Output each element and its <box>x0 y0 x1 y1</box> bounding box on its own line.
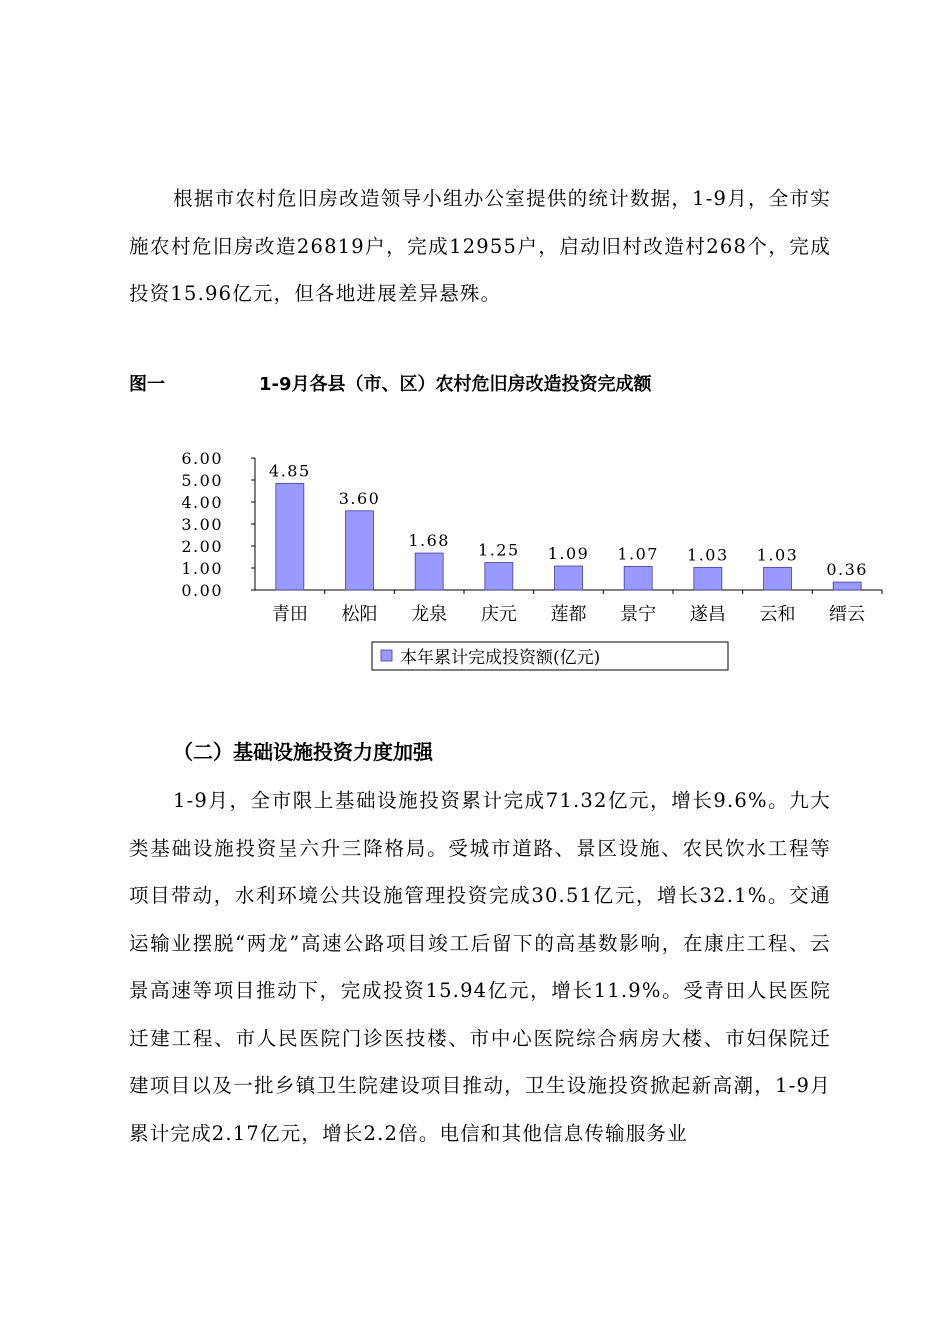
figure-title: 1-9月各县（市、区）农村危旧房改造投资完成额 <box>259 374 652 395</box>
y-tick-label: 0.00 <box>181 581 223 600</box>
figure-number: 图一 <box>129 374 165 395</box>
category-label: 云和 <box>759 604 796 625</box>
y-tick-label: 5.00 <box>181 471 223 490</box>
y-tick-label: 1.00 <box>181 559 223 578</box>
bar-缙云 <box>833 582 861 590</box>
data-label: 4.85 <box>269 461 311 481</box>
bar-莲都 <box>555 566 583 590</box>
y-tick-label: 4.00 <box>181 493 223 512</box>
legend-swatch <box>381 650 392 661</box>
y-tick-label: 2.00 <box>181 537 223 556</box>
category-label: 庆元 <box>480 604 517 625</box>
data-label: 1.09 <box>547 544 590 564</box>
intro-paragraph <box>129 175 831 318</box>
data-label: 0.36 <box>826 560 868 580</box>
infrastructure-paragraph-text: 1-9月，全市限上基础设施投资累计完成71.32亿元，增长9.6%。九大类基础设施投资呈六升三降格局。受城市道路、景区设施、农民饮水工程等项目带动，水利环境公共设施管理投资完成30.51亿元，增长32.1%。交通运输业摆脱“两龙”高速公路项目竣工后留下的高基数影响，在康庄工程、云景高速等项目推动下，完成投资15.94亿元，增长11.9%。受青田人民医院迁建工程、市人民医院门诊医技楼、市中心医院综合病房大楼、市妇保院迁建项目以及一批乡镇卫生院建设项目推动，卫生设施投资掀起新高潮，1-9月累计完成2.17亿元，增长2.2倍。电信和其他信息传输服务业 <box>129 789 831 1145</box>
bar-青田 <box>276 483 304 590</box>
data-label: 1.07 <box>617 544 659 564</box>
bar-松阳 <box>346 511 374 590</box>
data-label: 3.60 <box>338 488 381 508</box>
category-label: 龙泉 <box>411 604 448 625</box>
section-heading: （二）基础设施投资力度加强 <box>173 740 433 764</box>
bar-遂昌 <box>694 567 722 590</box>
category-label: 缙云 <box>829 604 866 625</box>
category-label: 景宁 <box>620 604 657 625</box>
infrastructure-paragraph <box>129 777 831 1157</box>
bar-庆元 <box>485 563 513 591</box>
intro-paragraph-text: 根据市农村危旧房改造领导小组办公室提供的统计数据，1-9月，全市实施农村危旧房改造26819户，完成12955户，启动旧村改造村268个，完成投资15.96亿元，但各地进展差异悬殊。 <box>129 187 831 305</box>
data-label: 1.03 <box>687 545 729 565</box>
bar-龙泉 <box>415 553 443 590</box>
data-label: 1.03 <box>756 545 799 565</box>
data-label: 1.68 <box>408 531 450 551</box>
category-label: 松阳 <box>341 604 378 625</box>
legend-label: 本年累计完成投资额(亿元) <box>400 648 601 668</box>
category-label: 莲都 <box>550 604 587 625</box>
investment-bar-chart <box>150 440 890 680</box>
category-label: 青田 <box>271 604 308 625</box>
category-label: 遂昌 <box>689 604 726 625</box>
bar-景宁 <box>624 566 652 590</box>
y-tick-label: 3.00 <box>181 515 223 534</box>
bar-云和 <box>764 567 792 590</box>
y-tick-label: 6.00 <box>181 449 223 468</box>
data-label: 1.25 <box>478 540 520 560</box>
